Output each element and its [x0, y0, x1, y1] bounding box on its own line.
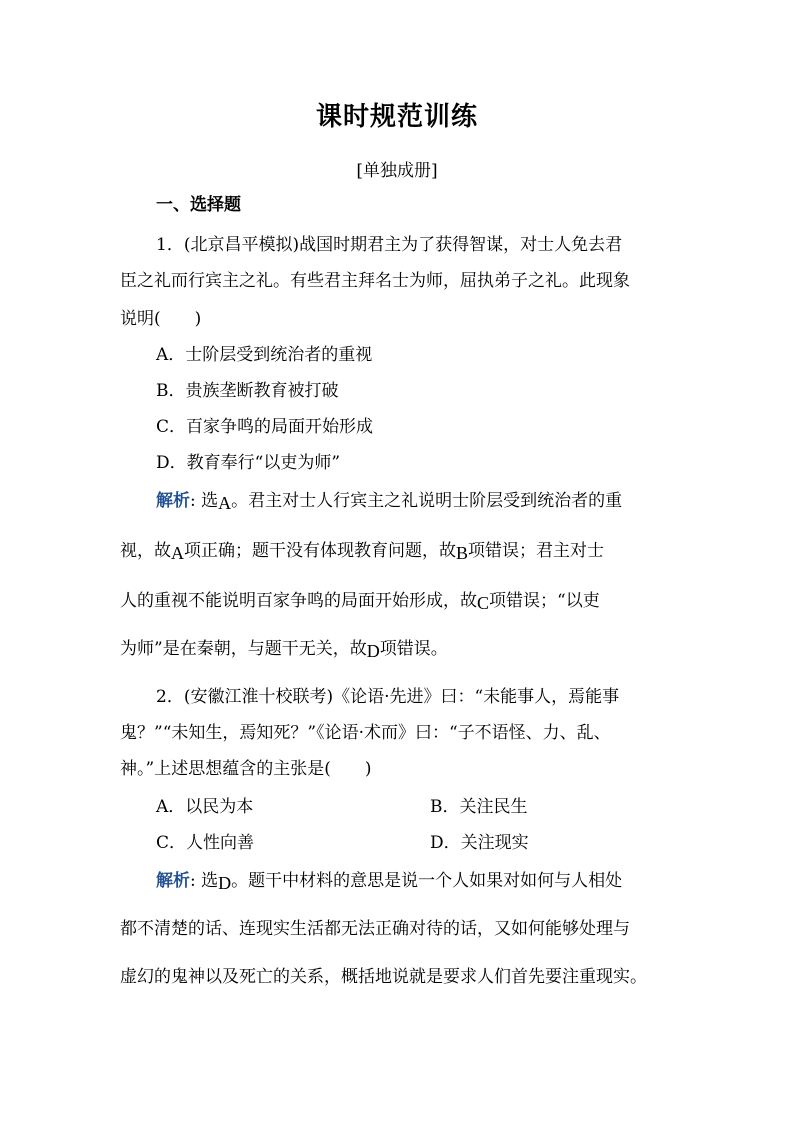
q2-stem-line-1: 2．(安徽江淮十校联考)《论语·先进》曰：“未能事人，焉能事 — [156, 687, 620, 707]
q1-stem-line-3: 说明( ) — [120, 309, 202, 329]
q2-option-a: A．以民为本 — [156, 797, 254, 817]
q2-explanation-line-3: 虚幻的鬼神以及死亡的关系，概括地说就是要求人们首先要注重现实。 — [120, 967, 647, 987]
q2-answer: D — [218, 873, 232, 893]
q1-option-ref: B — [456, 543, 469, 563]
q1-explanation-text: 视，故 — [120, 541, 171, 561]
q1-stem-line-2: 臣之礼而行宾主之礼。有些君主拜名士为师，屈执弟子之礼。此现象 — [120, 271, 630, 291]
q1-option-a: A．士阶层受到统治者的重视 — [156, 345, 373, 365]
section-heading: 一、选择题 — [156, 195, 241, 215]
q1-explanation-text: 项正确；题干没有体现教育问题，故 — [184, 541, 456, 561]
q2-explanation-line-2: 都不清楚的话、连现实生活都无法正确对待的话，又如何能够处理与 — [120, 919, 630, 939]
q1-explanation-line-1: 解析: 选A。君主对士人行宾主之礼说明士阶层受到统治者的重 — [156, 491, 623, 513]
q2-stem-line-3: 神。”上述思想蕴含的主张是( ) — [120, 759, 372, 779]
q2-explanation-text: 选 — [201, 871, 219, 891]
q2-stem-line-2: 鬼？”“未知生，焉知死？”《论语·术而》曰：“子不语怪、力、乱、 — [120, 723, 611, 743]
q1-explanation-text: 项错误。 — [379, 639, 448, 659]
q1-explanation-text: 人的重视不能说明百家争鸣的局面开始形成，故 — [120, 591, 477, 611]
q1-option-ref: C — [477, 593, 490, 613]
q2-option-d: D．关注现实 — [430, 833, 529, 853]
q1-option-b: B．贵族垄断教育被打破 — [156, 381, 339, 401]
q1-explanation-text: 选 — [201, 491, 219, 511]
q1-answer: A — [218, 493, 232, 513]
q2-option-b: B．关注民生 — [430, 797, 528, 817]
page-title: 课时规范训练 — [315, 102, 478, 132]
q1-explanation-line-4 — [120, 634, 448, 659]
page-subtitle: [单独成册] — [356, 161, 438, 181]
q1-option-c: C．百家争鸣的局面开始形成 — [156, 417, 374, 437]
q1-option-ref: D — [366, 641, 380, 661]
q2-analysis-label: 解析 — [156, 871, 190, 891]
q1-explanation-line-2 — [120, 536, 604, 561]
q2-explanation-line-1: 解析: 选D。题干中材料的意思是说一个人如果对如何与人相处 — [156, 871, 623, 893]
q1-analysis-label: 解析 — [156, 491, 190, 511]
q1-stem-line-1: 1．(北京昌平模拟)战国时期君主为了获得智谋，对士人免去君 — [156, 235, 623, 255]
q1-option-ref: A — [171, 543, 184, 563]
q2-explanation-text: 。题干中材料的意思是说一个人如果对如何与人相处 — [231, 871, 623, 891]
q1-explanation-text: 为师”是在秦朝，与题干无关，故 — [120, 639, 367, 659]
q1-explanation-text: 。君主对士人行宾主之礼说明士阶层受到统治者的重 — [231, 491, 623, 511]
q1-explanation-text: 项错误；君主对士 — [468, 541, 605, 561]
q1-explanation-text: 项错误；“以吏 — [489, 591, 600, 611]
q2-option-c: C．人性向善 — [156, 833, 255, 853]
q1-explanation-line-3 — [120, 586, 600, 611]
q1-option-d: D．教育奉行“以吏为师” — [156, 453, 341, 473]
